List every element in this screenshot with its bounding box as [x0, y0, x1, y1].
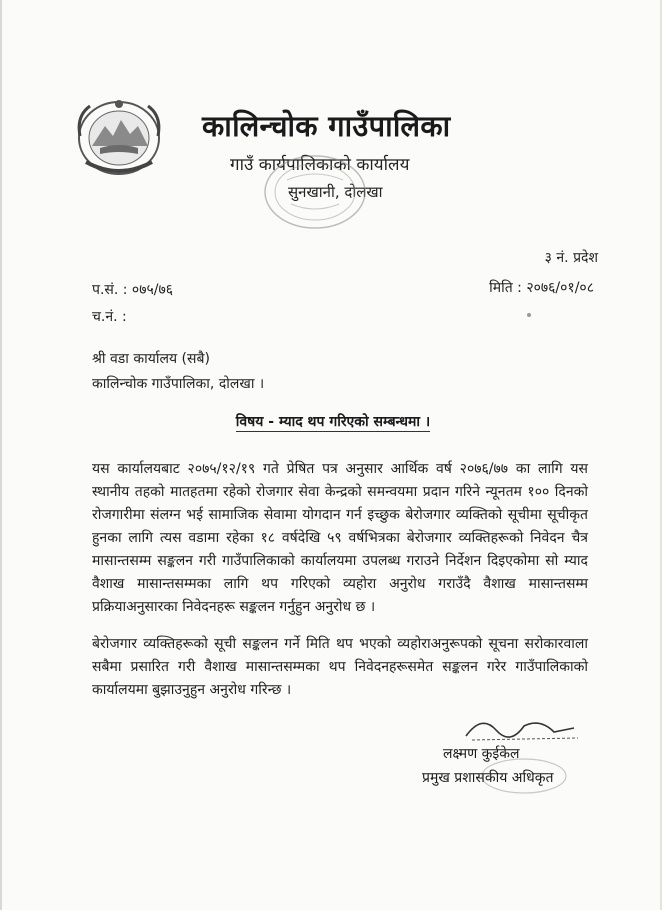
signatory-name: लक्ष्मण कुईकेल	[443, 746, 520, 762]
office-seal-icon	[257, 150, 373, 234]
reference-number: प.सं. : ०७५/७६	[92, 282, 174, 298]
paper-mark	[527, 313, 531, 317]
letter-date: मिति : २०७६/०१/०८	[489, 280, 594, 296]
addressee-line-2: कालिन्चोक गाउँपालिका, दोलखा ।	[92, 376, 265, 392]
body-paragraph-1: यस कार्यालयबाट २०७५/१२/१९ गते प्रेषित पत्र अनुसार आर्थिक वर्ष २०७६/७७ का लागि यस स्थानीय तहको मातहतमा रहेको रोजगार सेवा केन्द्रको समन्वयमा प्रदान गरिने न्यूनतम १०० दिनको रोजगारीमा संलग्न भई सामाजिक सेवामा योगदान गर्न इच्छुक बेरोजगार व्यक्तिको सूचीमा सूचीकृत हुनका लागि त्यस वडामा रहेका १८ वर्षदेखि ५९ वर्षभित्रका बेरोजगार व्यक्तिहरूको निवेदन चैत्र मासान्तसम्म सङ्कलन गरी गाउँपालिकाको कार्यालयमा उपलब्ध गराउने निर्देशन दिइएकोमा सो म्याद वैशाख मासान्तसम्मका लागि थप गरिएको व्यहोरा अनुरोध गराउँदै वैशाख मासान्तसम्म प्रक्रियाअनुसारका निवेदनहरू सङ्कलन गर्नुहुन अनुरोध छ ।	[92, 461, 588, 615]
signatory-title: प्रमुख प्रशासकीय अधिकृत	[422, 770, 554, 786]
subject-text: विषय - म्याद थप गरिएको सम्बन्धमा ।	[235, 414, 431, 430]
nepal-emblem-icon	[72, 96, 166, 180]
subject-line	[2, 412, 662, 431]
office-subtitle: गाउँ कार्यपालिकाको कार्यालय	[230, 155, 410, 175]
office-address: सुनखानी, दोलखा	[288, 183, 383, 201]
addressee-block	[92, 347, 264, 397]
body-paragraph-2: बेरोजगार व्यक्तिहरूको सूची सङ्कलन गर्ने मिति थप भएको व्यहोराअनुरूपको सूचना सरोकारवाला सबैमा प्रसारित गरी वैशाख मासान्तसम्मका थप निवेदनहरूसमेत सङ्कलन गरेर गाउँपालिकाको कार्यालयमा बुझाउनुहुन अनुरोध गरिन्छ ।	[92, 636, 588, 698]
municipality-title: कालिन्चोक गाउँपालिका	[202, 109, 451, 143]
handwritten-signature-icon	[462, 708, 582, 744]
addressee-line-1: श्री वडा कार्यालय (सबै)	[92, 351, 210, 367]
dispatch-number: च.नं. :	[92, 309, 127, 325]
province-label: ३ नं. प्रदेश	[544, 250, 598, 266]
